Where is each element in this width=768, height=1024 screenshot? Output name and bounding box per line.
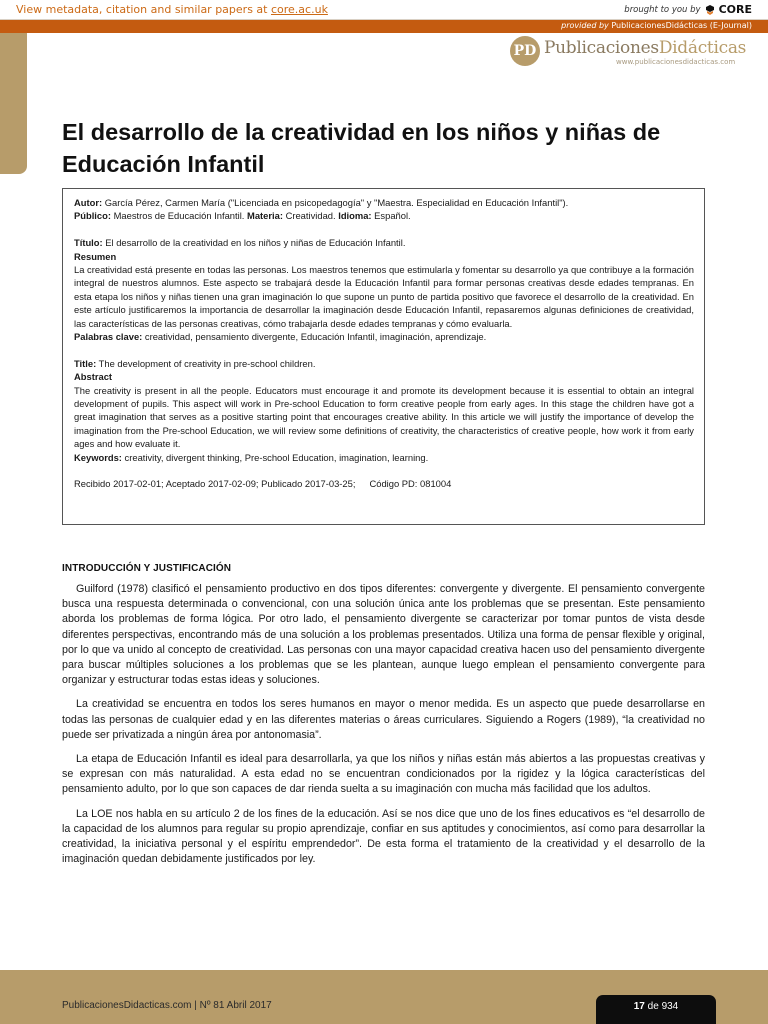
materia-label: Materia:	[247, 210, 283, 222]
side-tab-decoration	[0, 33, 27, 174]
materia-value: Creatividad.	[285, 210, 336, 222]
abstract-text: The creativity is present in all the people. Educators must encourage it and promote its development because it is essential to obtain an integral development of pupils. This aspect will work in Pre-school Education to form creative people from early ages. In this stage the children have got a great imagination that serves as a positive starting point that encourages creative ability. In this article we will justify the importance of develop the imagination from the Pre-school Education, we will review some definitions of creativity, the characteristics of creative people, how work it from early ages and how evaluate it.	[74, 384, 694, 450]
publication-dates: Recibido 2017-02-01; Aceptado 2017-02-09; Publicado 2017-03-25;	[74, 478, 356, 490]
spacer	[74, 223, 694, 236]
abstract-label: Abstract	[74, 371, 113, 383]
brought-by-text: brought to you by	[624, 4, 701, 15]
codigo-pd: Código PD: 081004	[369, 478, 452, 490]
publico-line	[74, 209, 694, 222]
pd-logo-name-part2: Didácticas	[658, 38, 747, 58]
keywords-label: Keywords:	[74, 451, 122, 463]
publico-label: Público:	[74, 210, 111, 222]
body-text	[62, 582, 705, 876]
provided-by-text[interactable]	[561, 21, 752, 30]
title-label: Title:	[74, 357, 97, 369]
keywords-value: creativity, divergent thinking, Pre-school Education, imagination, learning.	[124, 451, 429, 463]
page-number-badge	[596, 995, 716, 1024]
page-total: 934	[661, 1001, 679, 1012]
autor-line	[74, 196, 694, 209]
palabras-line	[74, 330, 694, 343]
core-brought-by[interactable]	[624, 3, 752, 16]
titulo-line	[74, 236, 694, 249]
footer-text: PublicacionesDidacticas.com | Nº 81 Abril 2017	[62, 1000, 272, 1011]
body-paragraph: La LOE nos habla en su artículo 2 de los fines de la educación. Así se nos dice que uno de los fines educativos es “el desarrollo de la capacidad de los alumnos para regular su propio aprendizaje, confiar en sus aptitudes y conocimientos, así como para desarrollar la creatividad, la iniciativa personal y el espíritu emprendedor”. De esta forma el tratamiento de la creatividad y el desarrollo de la imaginación quedan debidamente justificados por ley.	[62, 807, 705, 866]
resumen-text: La creatividad está presente en todas las personas. Los maestros tenemos que estimularla y fomentar su desarrollo ya que contribuye a la formación integral de nuestros alumnos. Este aspecto se trabajará desde la Educación Infantil para formar personas creativas desde edades tempranas. En esta etapa los niños y niñas tienen una gran imaginación lo que supone un punto de partida positivo que favorece el desarrollo de la creatividad. En este artículo justificaremos la importancia de desarrollar la imaginación desde Educación Infantil, repasaremos algunas definiciones de creatividad, las características de las personas creativas, cómo trabajarla desde edades tempranas y cómo evaluarla.	[74, 264, 694, 329]
core-metadata-link[interactable]	[16, 3, 328, 16]
page-title: El desarrollo de la creatividad en los niños y niñas de Educación Infantil	[62, 119, 661, 177]
core-logo-text: CORE	[718, 3, 752, 16]
idioma-value: Español.	[374, 210, 411, 222]
pd-logo-mark: PD	[510, 36, 540, 66]
core-top-bar	[0, 0, 768, 20]
page-number: 17	[633, 1001, 645, 1012]
provided-prefix: provided by	[561, 21, 609, 30]
autor-label: Autor:	[74, 197, 103, 208]
palabras-value: creatividad, pensamiento divergente, Educación Infantil, imaginación, aprendizaje.	[144, 331, 487, 343]
section-heading: INTRODUCCIÓN Y JUSTIFICACIÓN	[62, 563, 232, 574]
titulo-label: Título:	[74, 237, 103, 249]
provided-by-bar	[0, 20, 768, 33]
publication-dates-line	[74, 477, 694, 490]
publicaciones-didacticas-logo	[510, 36, 747, 70]
pd-logo-name	[544, 38, 746, 58]
abstract-heading	[74, 370, 694, 383]
abstract-box	[62, 188, 705, 525]
body-paragraph: La creatividad se encuentra en todos los seres humanos en mayor o menor medida. Es un aspecto que puede desarrollarse en todas las personas de cualquier edad y en las diferentes materias o áreas curriculares. Siguiendo a Rogers (1989), “la creatividad no puede ser privatizada a ningún área por antonomasia”.	[62, 698, 705, 741]
spacer	[74, 464, 694, 477]
core-link-prefix[interactable]: View metadata, citation and similar papers at	[16, 3, 268, 16]
provided-source[interactable]: PublicacionesDidácticas (E-Journal)	[611, 21, 752, 30]
titulo-value: El desarrollo de la creatividad en los niños y niñas de Educación Infantil.	[105, 237, 406, 249]
palabras-label: Palabras clave:	[74, 331, 143, 343]
title-value: The development of creativity in pre-school children.	[98, 357, 316, 369]
resumen-label: Resumen	[74, 250, 117, 262]
resumen-heading	[74, 250, 694, 263]
keywords-line	[74, 451, 694, 464]
pd-logo-url: www.publicacionesdidacticas.com	[616, 58, 736, 66]
body-paragraph: Guilford (1978) clasificó el pensamiento productivo en dos tipos diferentes: convergente y divergente. El pensamiento convergente busca una respuesta determinada o convencional, con una solución única ante los problemas que se presentan. Este pensamiento aborda los problemas de forma lógica. Por otro lado, el pensamiento divergente se caracterizar por tomar puntos de vista desde diferentes perspectivas, encontrando más de una solución a los problemas presentados. Utiliza una forma de pensar flexible y original, por lo que va unido al concepto de creatividad. Las personas con una mayor capacidad creativa hacen uso del pensamiento divergente para buscar múltiples soluciones a los problemas que se les plantean, aunque luego emplean el pensamiento convergente para organizar y estructurar todas estas ideas y soluciones.	[62, 583, 705, 687]
pd-logo-name-part1: Publicaciones	[544, 38, 659, 58]
idioma-label: Idioma:	[338, 210, 372, 222]
autor-value: García Pérez, Carmen María ("Licenciada en psicopedagogía" y "Maestra. Especialidad en Educación Infantil").	[104, 197, 569, 208]
core-logo-icon	[705, 5, 715, 15]
body-paragraph: La etapa de Educación Infantil es ideal para desarrollarla, ya que los niños y niñas están más abiertos a las propuestas creativas y se expresan con más naturalidad. A esta edad no se encuentran condicionados por la rigidez y la lógica características del pensamiento adulto, por lo que son capaces de dar rienda suelta a su imaginación con mucha más facilidad que los adultos.	[62, 753, 705, 796]
spacer	[74, 343, 694, 356]
title-line	[74, 357, 694, 370]
core-link-url[interactable]: core.ac.uk	[270, 3, 328, 16]
publico-value: Maestros de Educación Infantil.	[113, 210, 245, 222]
page-number-sep: de	[647, 1001, 659, 1012]
